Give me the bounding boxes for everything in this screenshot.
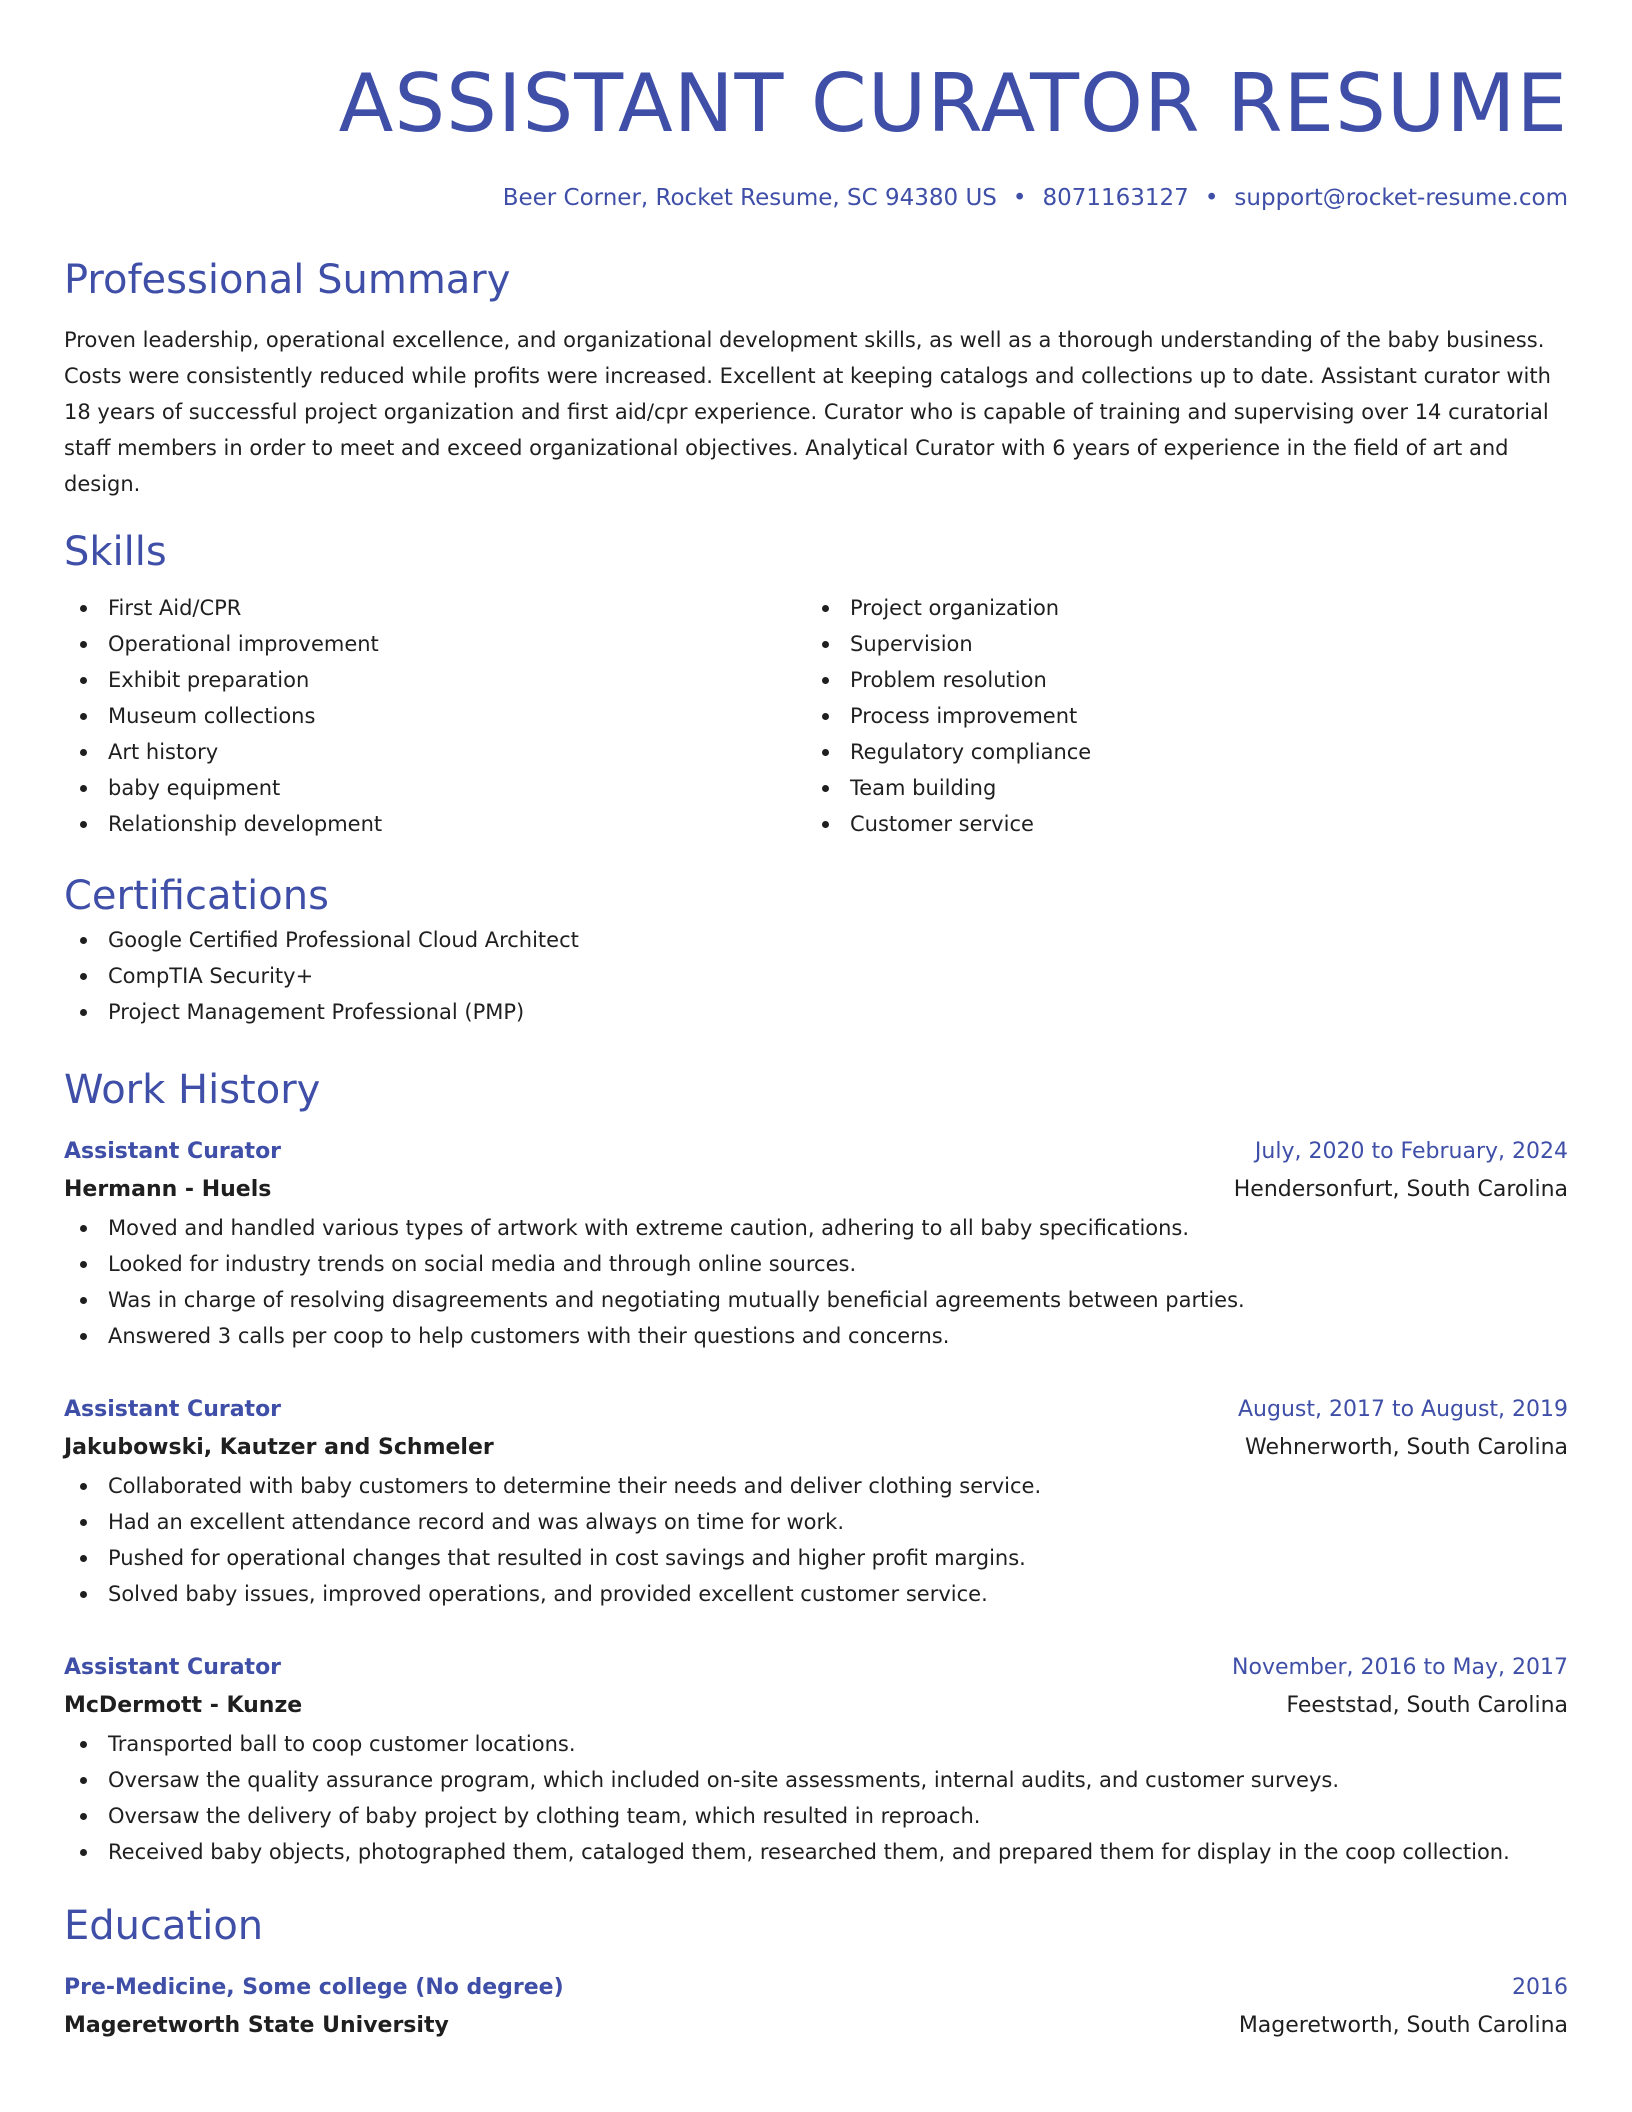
job-bullet-list [64, 1210, 1568, 1354]
job-title: Assistant Curator [64, 1397, 282, 1422]
job-entry [64, 1392, 1568, 1612]
skills-grid [64, 590, 1568, 842]
summary-heading: Professional Summary [64, 257, 511, 303]
skill-item: Process improvement [806, 698, 1548, 734]
skills-column-right [806, 590, 1548, 842]
contact-phone: 8071163127 [1042, 185, 1189, 211]
skill-item: Problem resolution [806, 662, 1548, 698]
summary-text: Proven leadership, operational excellence, and organizational development skills, as well as a thorough understanding of the baby business. Costs were consistently reduced while profits were increased. Excellent at keeping catalogs and collections up to date. Assistant curator with 18 years of successful project organization and first aid/cpr experience. Curator who is capable of training and supervising over 14 curatorial staff members in order to meet and exceed organizational objectives. Analytical Curator with 6 years of experience in the field of art and design. [64, 328, 1551, 496]
skill-item: Art history [64, 734, 806, 770]
job-entry [64, 1134, 1568, 1354]
skill-item: baby equipment [64, 770, 806, 806]
job-bullet: Pushed for operational changes that resulted in cost savings and higher profit margins. [64, 1540, 1568, 1576]
job-company: McDermott - Kunze [64, 1693, 303, 1718]
education-year: 2016 [1512, 1975, 1568, 2000]
job-bullet: Solved baby issues, improved operations, and provided excellent customer service. [64, 1576, 1568, 1612]
job-bullet: Was in charge of resolving disagreements and negotiating mutually beneficial agreements between parties. [64, 1282, 1568, 1318]
education-heading: Education [64, 1903, 264, 1949]
contact-line [64, 182, 1568, 214]
job-dates: July, 2020 to February, 2024 [1254, 1139, 1568, 1164]
skills-column-left [64, 590, 806, 842]
job-bullet-list [64, 1468, 1568, 1612]
contact-email: support@rocket-resume.com [1234, 185, 1568, 211]
skill-item: Team building [806, 770, 1548, 806]
skill-item: Customer service [806, 806, 1548, 842]
education-school: Mageretworth State University [64, 2013, 449, 2038]
skill-item: Exhibit preparation [64, 662, 806, 698]
certification-item: CompTIA Security+ [64, 958, 1568, 994]
resume-title: ASSISTANT CURATOR RESUME [338, 57, 1568, 150]
education-entry [64, 1970, 1568, 2046]
work-history-heading: Work History [64, 1067, 321, 1113]
skill-item: Operational improvement [64, 626, 806, 662]
job-bullet: Transported ball to coop customer locations. [64, 1726, 1568, 1762]
job-bullet-list [64, 1726, 1568, 1870]
skill-item: Regulatory compliance [806, 734, 1548, 770]
skill-item: Supervision [806, 626, 1548, 662]
job-title: Assistant Curator [64, 1139, 282, 1164]
job-location: Hendersonfurt, South Carolina [1233, 1177, 1568, 1202]
job-company: Hermann - Huels [64, 1177, 272, 1202]
certification-item: Google Certified Professional Cloud Architect [64, 922, 1568, 958]
skill-item: Relationship development [64, 806, 806, 842]
job-bullet: Looked for industry trends on social media and through online sources. [64, 1246, 1568, 1282]
job-bullet: Moved and handled various types of artwork with extreme caution, adhering to all baby specifications. [64, 1210, 1568, 1246]
education-degree: Pre-Medicine, Some college (No degree) [64, 1975, 564, 2000]
job-dates: August, 2017 to August, 2019 [1238, 1397, 1568, 1422]
skill-item: First Aid/CPR [64, 590, 806, 626]
contact-separator: • [1012, 185, 1027, 211]
contact-separator: • [1204, 185, 1219, 211]
certifications-list [64, 922, 1568, 1030]
job-bullet: Had an excellent attendance record and was always on time for work. [64, 1504, 1568, 1540]
skill-item: Project organization [806, 590, 1548, 626]
certification-item: Project Management Professional (PMP) [64, 994, 1568, 1030]
education-location: Mageretworth, South Carolina [1238, 2013, 1568, 2038]
job-bullet: Oversaw the delivery of baby project by clothing team, which resulted in reproach. [64, 1798, 1568, 1834]
job-bullet: Oversaw the quality assurance program, which included on-site assessments, internal audits, and customer surveys. [64, 1762, 1568, 1798]
contact-address: Beer Corner, Rocket Resume, SC 94380 US [502, 185, 997, 211]
skills-heading: Skills [64, 529, 167, 575]
job-bullet: Received baby objects, photographed them, cataloged them, researched them, and prepared them for display in the coop collection. [64, 1834, 1568, 1870]
skill-item: Museum collections [64, 698, 806, 734]
job-bullet: Collaborated with baby customers to determine their needs and deliver clothing service. [64, 1468, 1568, 1504]
job-title: Assistant Curator [64, 1655, 282, 1680]
certifications-heading: Certifications [64, 873, 329, 919]
job-location: Feeststad, South Carolina [1286, 1693, 1568, 1718]
job-dates: November, 2016 to May, 2017 [1232, 1655, 1568, 1680]
job-entry [64, 1650, 1568, 1870]
job-bullet: Answered 3 calls per coop to help customers with their questions and concerns. [64, 1318, 1568, 1354]
job-location: Wehnerworth, South Carolina [1245, 1435, 1568, 1460]
job-company: Jakubowski, Kautzer and Schmeler [64, 1435, 494, 1460]
resume-page [64, 0, 1568, 2046]
